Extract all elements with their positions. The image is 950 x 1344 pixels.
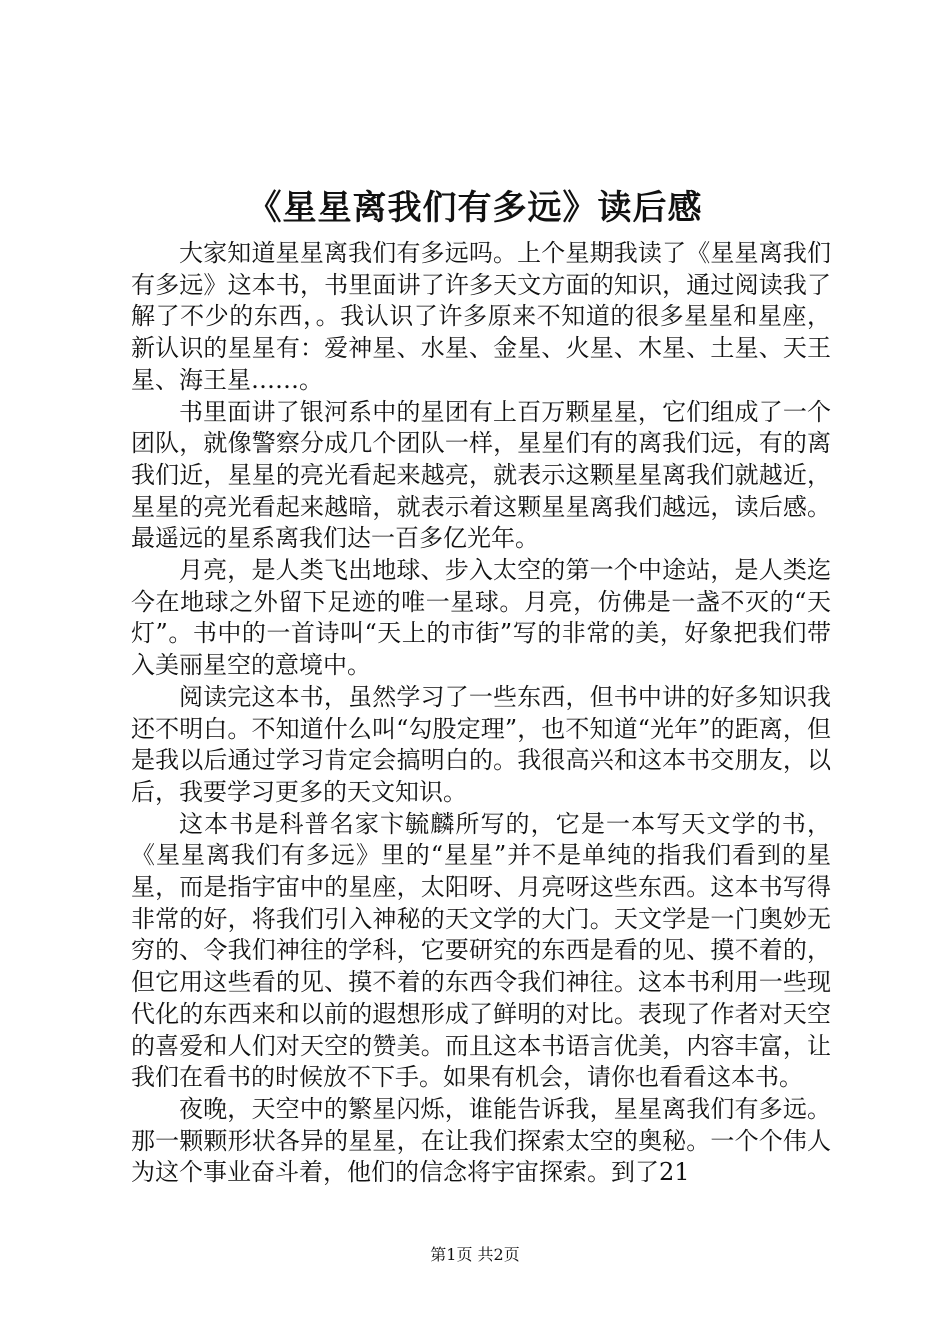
document-title: 《星星离我们有多远》读后感 (247, 188, 703, 228)
paragraph-4: 阅读完这本书，虽然学习了一些东西，但书中讲的好多知识我还不明白。不知道什么叫“勾股定理”，也不知道“光年”的距离，但是我以后通过学习肯定会搞明白的。我很高兴和这本书交朋友，以后，我要学习更多的天文知识。 (131, 682, 831, 806)
paragraph-6: 夜晚，天空中的繁星闪烁，谁能告诉我，星星离我们有多远。那一颗颗形状各异的星星，在让我们探索太空的奥秘。一个个伟人为这个事业奋斗着，他们的信念将宇宙探索。到了21 (131, 1094, 831, 1187)
page-number-footer: 第1页 共2页 (430, 1245, 520, 1264)
paragraph-1: 大家知道星星离我们有多远吗。上个星期我读了《星星离我们有多远》这本书，书里面讲了许多天文方面的知识，通过阅读我了解了不少的东西，。我认识了许多原来不知道的很多星星和星座，新认识的星星有：爱神星、水星、金星、火星、木星、土星、天王星、海王星……。 (131, 239, 831, 394)
paragraph-5: 这本书是科普名家卞毓麟所写的，它是一本写天文学的书，《星星离我们有多远》里的“星星”并不是单纯的指我们看到的星星，而是指宇宙中的星座，太阳呀、月亮呀这些东西。这本书写得非常的好，将我们引入神秘的天文学的大门。天文学是一门奥妙无穷的、令我们神往的学科，它要研究的东西是看的见、摸不着的，但它用这些看的见、摸不着的东西令我们神往。这本书利用一些现代化的东西来和以前的遐想形成了鲜明的对比。表现了作者对天空的喜爱和人们对天空的赞美。而且这本书语言优美，内容丰富，让我们在看书的时候放不下手。如果有机会，请你也看看这本书。 (131, 809, 831, 1092)
paragraph-2: 书里面讲了银河系中的星团有上百万颗星星，它们组成了一个团队，就像警察分成几个团队一样，星星们有的离我们远，有的离我们近，星星的亮光看起来越亮，就表示这颗星星离我们就越近，星星的亮光看起来越暗，就表示着这颗星星离我们越远，读后感。最遥远的星系离我们达一百多亿光年。 (131, 397, 831, 553)
document-body (131, 238, 831, 1189)
paragraph-3: 月亮，是人类飞出地球、步入太空的第一个中途站，是人类迄今在地球之外留下足迹的唯一星球。月亮，仿佛是一盏不灭的“天灯”。书中的一首诗叫“天上的市街”写的非常的美，好象把我们带入美丽星空的意境中。 (131, 556, 831, 680)
